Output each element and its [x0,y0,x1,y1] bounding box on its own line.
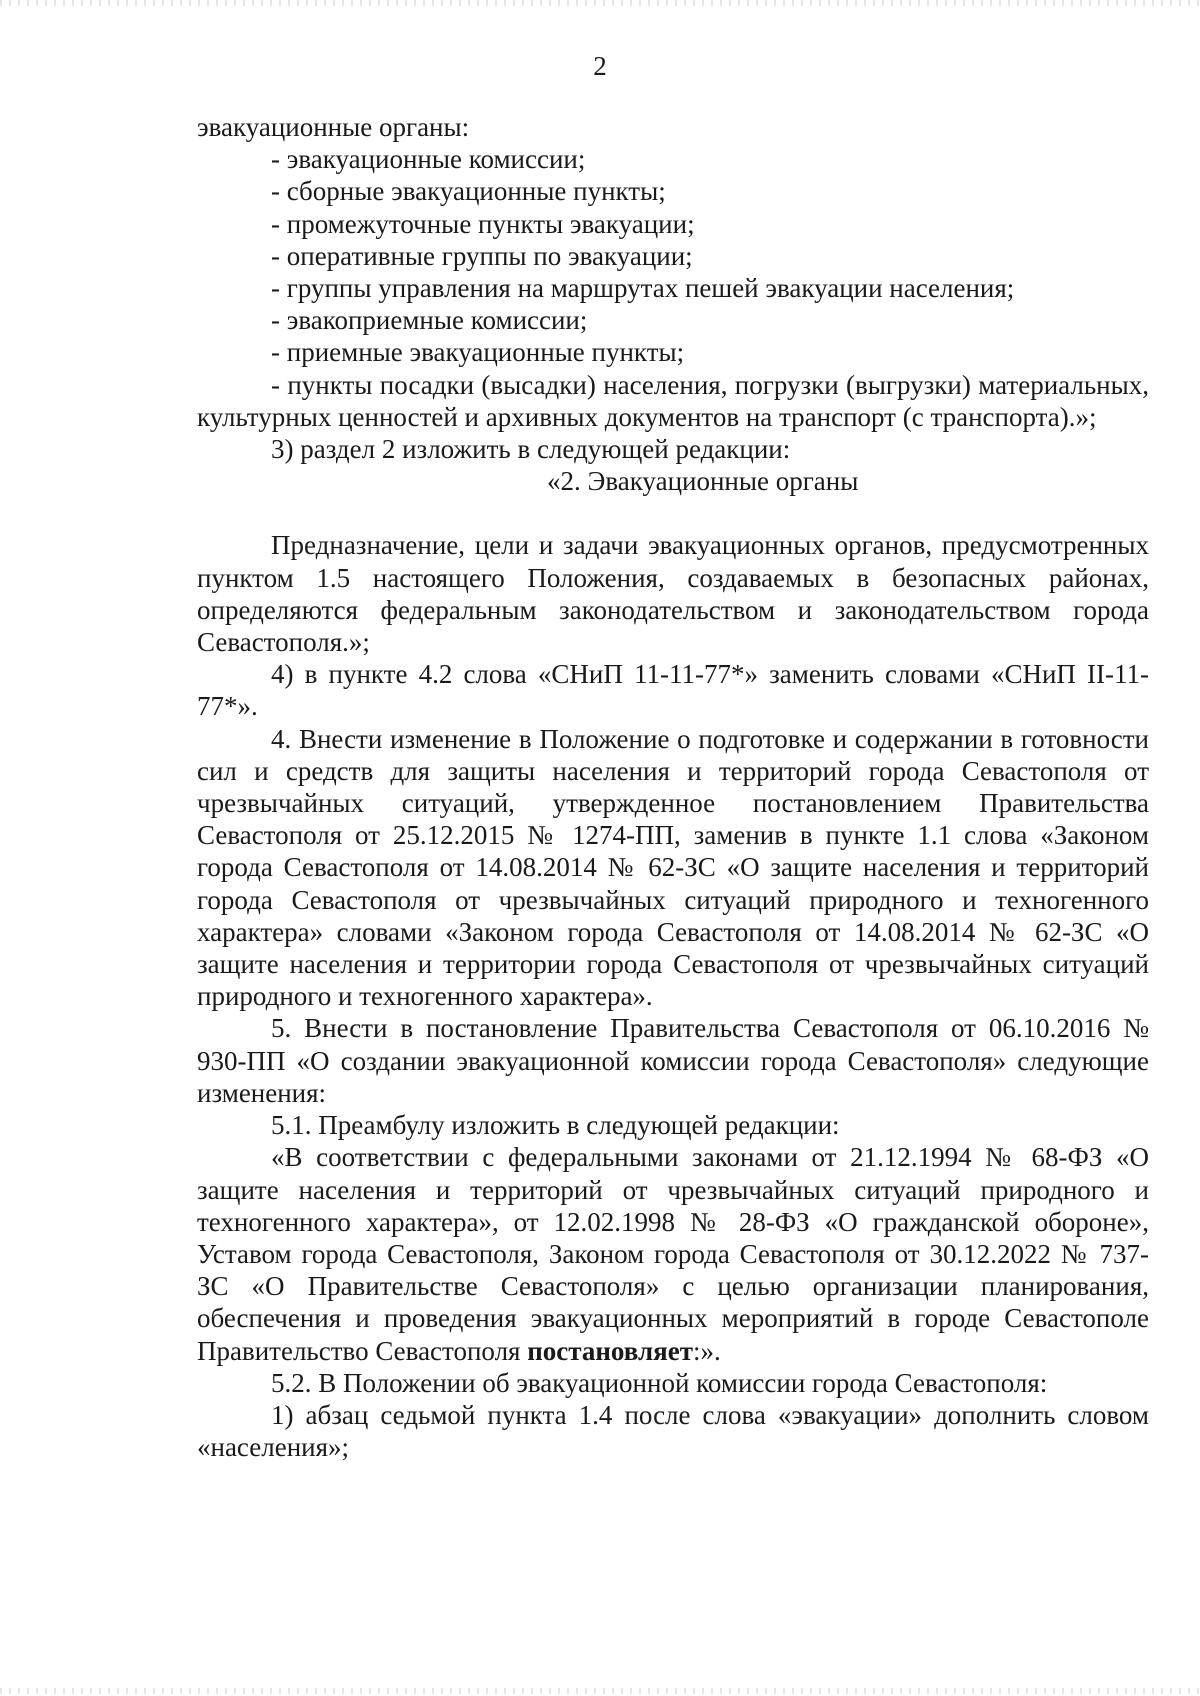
list-item: - оперативные группы по эвакуации; [271,240,693,271]
paragraph-5: 5. Внести в постановление Правительства Севастополя от 06.10.2016 № 930-ПП «О создании эвакуационной комиссии города Севастополя» следующие изменения: [197,1013,1149,1108]
paragraph-preamble [197,1141,1149,1366]
item-3: 3) раздел 2 изложить в следующей редакции: [271,434,791,465]
list-item: - сборные эвакуационные пункты; [271,176,666,207]
list-item: - эвакуационные комиссии; [271,144,586,175]
document-body [197,111,1149,1463]
scan-edge-top [0,0,1200,6]
list-item-last: - пункты посадки (высадки) населения, погрузки (выгрузки) материальных, культурных ценностей и архивных документов на транспорт (с транспорта).»; [197,369,1149,432]
preamble-end: :». [692,1335,721,1366]
list-item: - эвакоприемные комиссии; [271,305,588,336]
scan-edge-bottom [0,1688,1200,1694]
paragraph-purpose: Предназначение, цели и задачи эвакуационных органов, предусмотренных пунктом 1.5 настоящего Положения, создаваемых в безопасных районах, определяются федеральным законодательством и законодательством города Севастополя.»; [197,530,1149,658]
paragraph-5-2: 5.2. В Положении об эвакуационной комиссии города Севастополя: [271,1367,1048,1398]
preamble-bold-word: постановляет [527,1335,693,1366]
page-number: 2 [593,51,607,81]
list-item: - группы управления на маршрутах пешей эвакуации населения; [271,273,1015,304]
list-item: - промежуточные пункты эвакуации; [271,208,695,239]
paragraph-5-1: 5.1. Преамбулу изложить в следующей редакции: [271,1110,840,1141]
paragraph-4: 4. Внести изменение в Положение о подготовке и содержании в готовности сил и средств для защиты населения и территорий города Севастополя от чрезвычайных ситуаций, утвержденное постановлением Правительства Севастополя от 25.12.2015 № 1274-ПП, заменив в пункте 1.1 слова «Законом города Севастополя от 14.08.2014 № 62-ЗС «О защите населения и территорий города Севастополя от чрезвычайных ситуаций природного и техногенного характера» словами «Законом города Севастополя от 14.08.2014 № 62-ЗС «О защите населения и территории города Севастополя от чрезвычайных ситуаций природного и техногенного характера». [197,723,1149,1012]
item-1: 1) абзац седьмой пункта 1.4 после слова «эвакуации» дополнить словом «населения»; [197,1399,1149,1463]
preamble-text: «В соответствии с федеральными законами от 21.12.1994 № 68-ФЗ «О защите населения и территорий от чрезвычайных ситуаций природного и техногенного характера», от 12.02.1998 № 28-ФЗ «О гражданской обороне», Уставом города Севастополя, Законом города Севастополя от 30.12.2022 № 737-ЗС «О Правительстве Севастополя» с целью организации планирования, обеспечения и проведения эвакуационных мероприятий в городе Севастополе Правительство Севастополя [197,1142,1149,1366]
list-item: - приемные эвакуационные пункты; [271,337,685,368]
item-4: 4) в пункте 4.2 слова «СНиП 11-11-77*» заменить словами «СНиП II-11-77*». [197,659,1149,722]
section-heading: «2. Эвакуационные органы [547,466,859,497]
intro-line: эвакуационные органы: [197,112,470,142]
